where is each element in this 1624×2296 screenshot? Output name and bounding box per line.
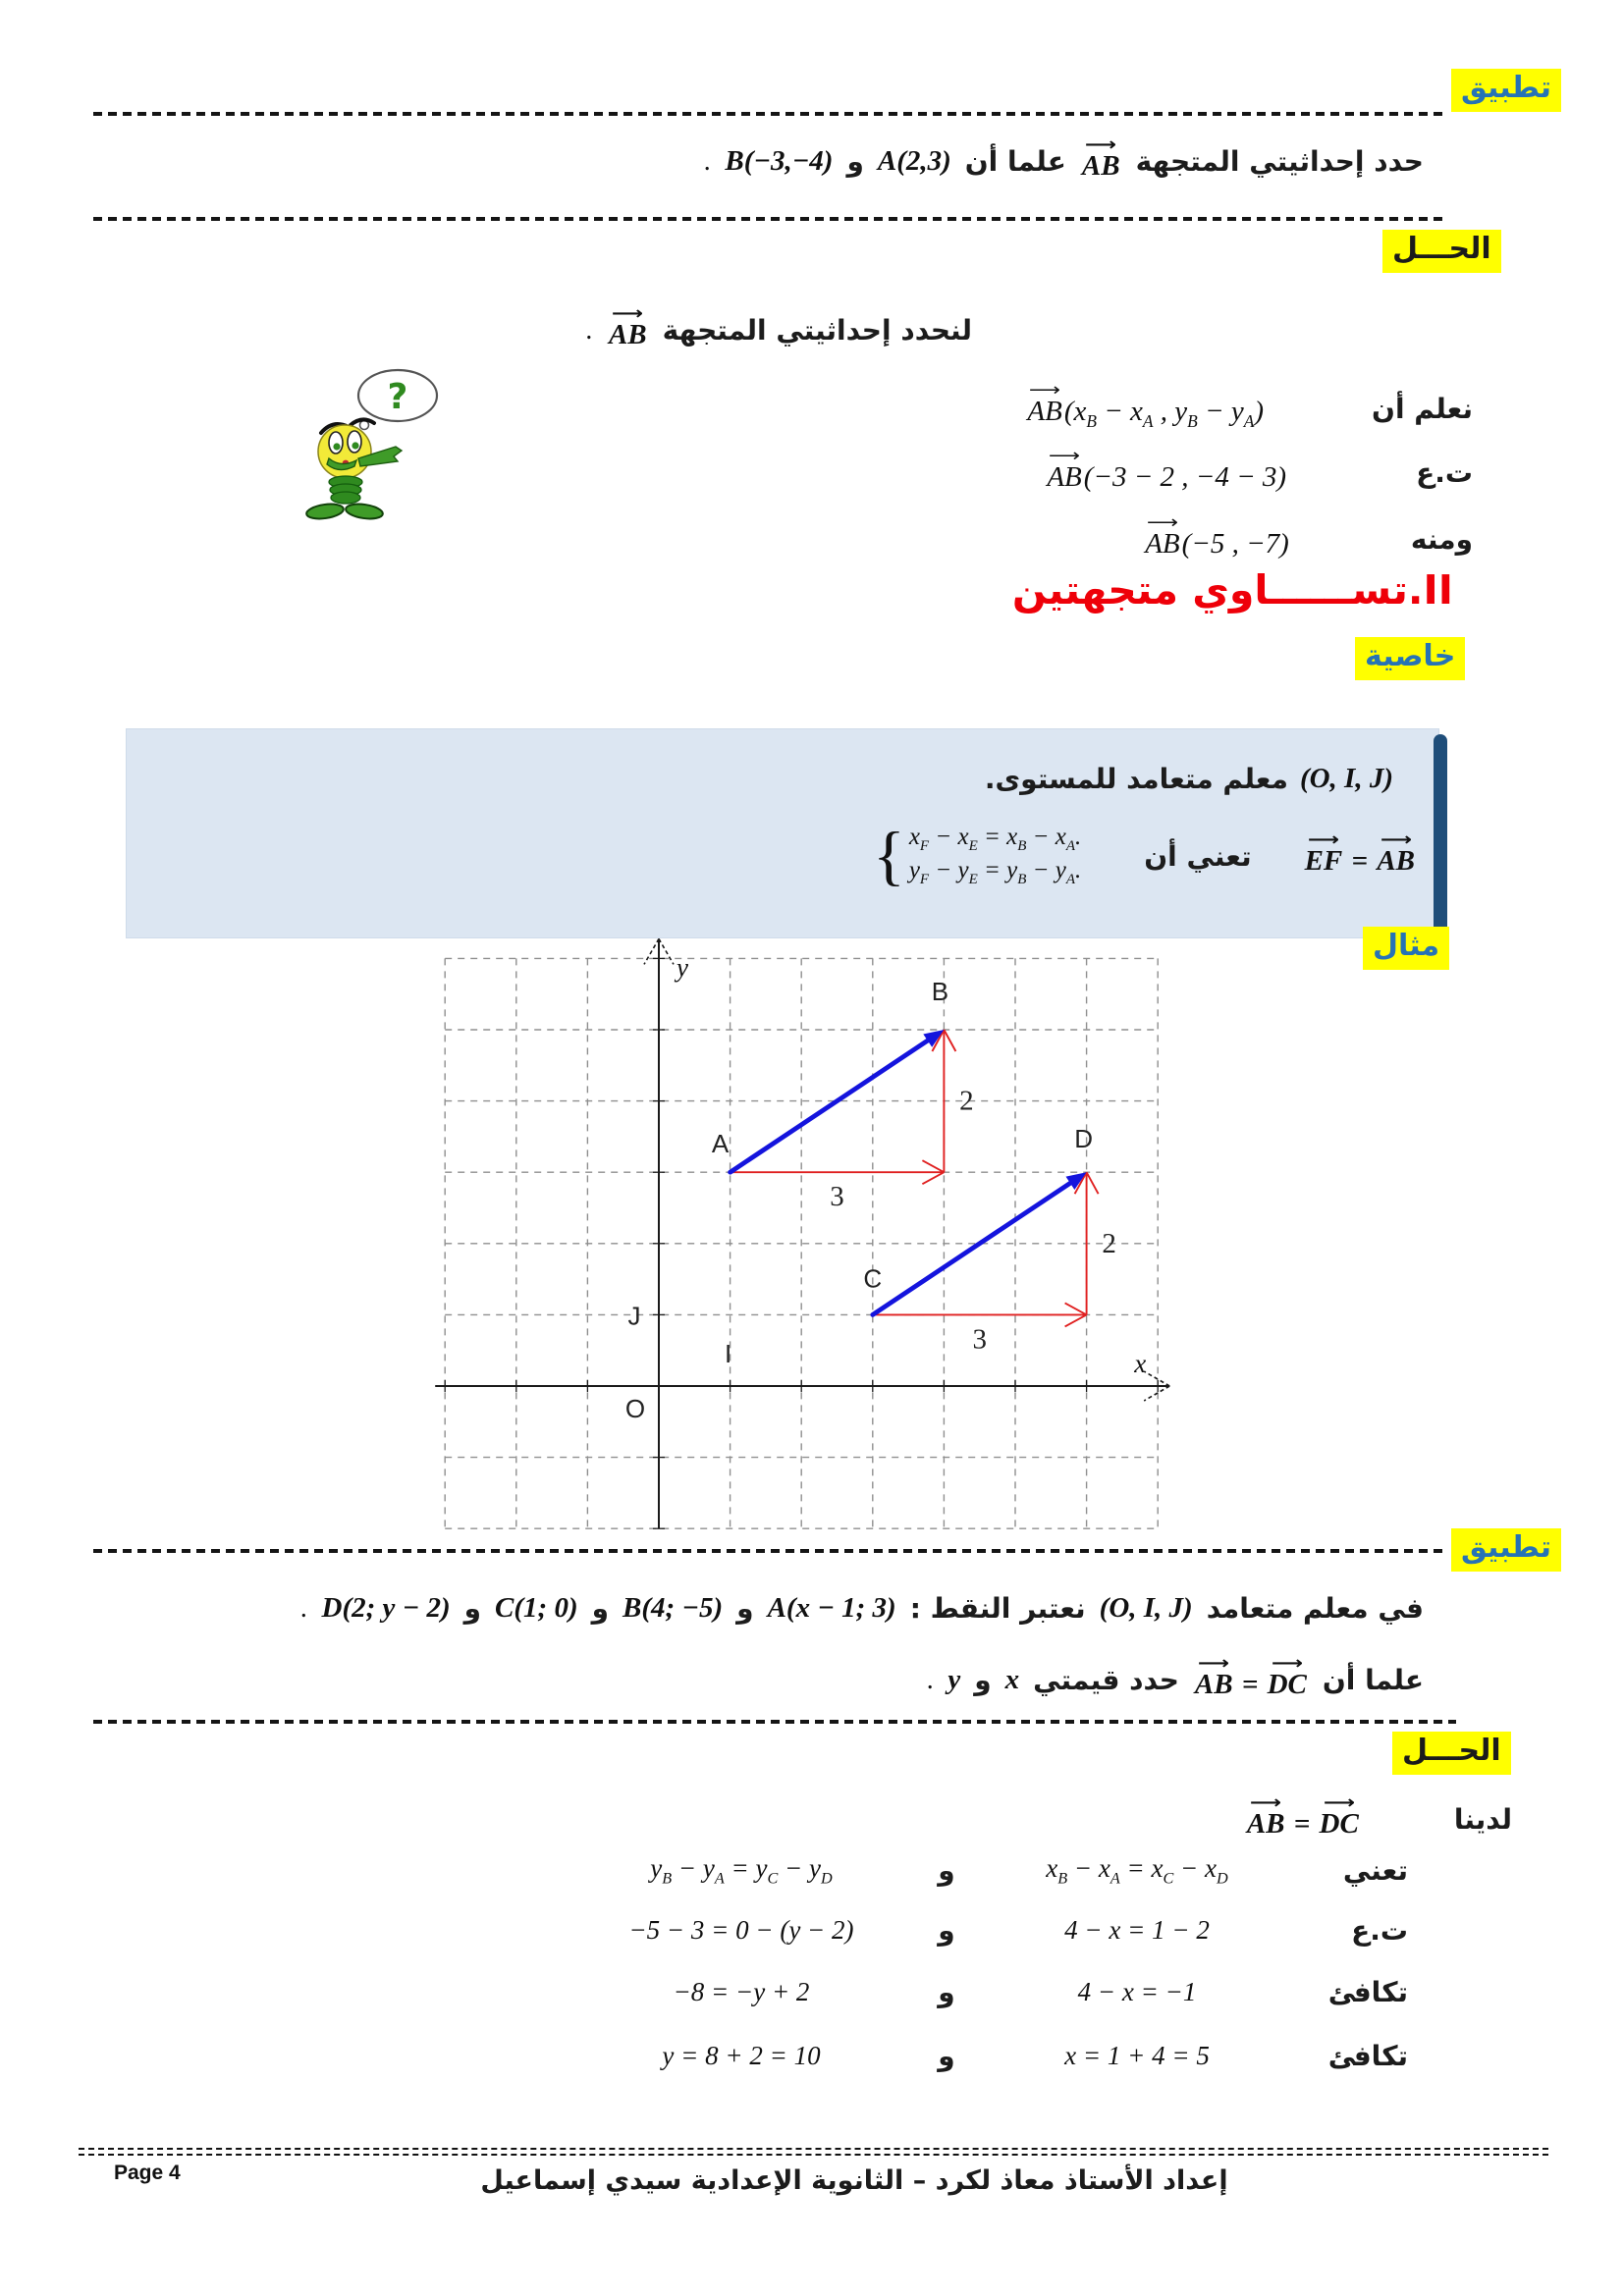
point-b-math: B(4; −5) bbox=[623, 1592, 724, 1624]
coordinate-diagram bbox=[412, 918, 1188, 1546]
problem1-line bbox=[704, 140, 1424, 183]
dashed-separator bbox=[93, 1549, 1448, 1553]
step-row bbox=[1045, 452, 1473, 494]
point-a-math: A(x − 1; 3) bbox=[767, 1592, 896, 1624]
property-equivalence-line bbox=[873, 818, 1417, 893]
point-c-math: C(1; 0) bbox=[495, 1592, 578, 1624]
vector-ef: ⟶ EF bbox=[1303, 835, 1345, 878]
svg-text:J: J bbox=[627, 1301, 641, 1331]
svg-text:3: 3 bbox=[830, 1181, 844, 1213]
mascot-foot bbox=[345, 502, 384, 520]
means-text: تعني أن bbox=[1144, 839, 1252, 873]
solution-row bbox=[583, 1853, 1408, 1888]
frame-oij-math: (O, I, J) bbox=[1099, 1592, 1193, 1624]
x-equation: 4 − x = 1 − 2 bbox=[1064, 1915, 1210, 1945]
vector-ab: ⟶ AB bbox=[1375, 835, 1417, 878]
vector-ab: ⟶ AB bbox=[1193, 1659, 1235, 1701]
waw: و bbox=[938, 2040, 955, 2072]
vector-ab: ⟶ AB bbox=[1143, 518, 1181, 561]
dashed-separator bbox=[93, 217, 1444, 221]
vector-equality bbox=[1245, 1798, 1361, 1841]
system-line1: $x_F - x_E = x_B - x_A$. bbox=[908, 824, 1082, 854]
step-math bbox=[1143, 518, 1289, 561]
mascot-foot bbox=[305, 502, 345, 520]
frame-text: معلم متعامد للمستوى. bbox=[984, 763, 1288, 795]
waw: و bbox=[938, 1976, 955, 2008]
equals-sign: = bbox=[1241, 1669, 1259, 1700]
step-row bbox=[1025, 386, 1473, 432]
step-math bbox=[1045, 452, 1286, 494]
y-equation: −8 = −y + 2 bbox=[673, 1977, 810, 2006]
x-equation: 4 − x = −1 bbox=[1077, 1977, 1197, 2006]
period: . bbox=[927, 1664, 935, 1695]
point-a-math: A(2,3) bbox=[877, 145, 951, 177]
step-math bbox=[1025, 386, 1264, 432]
vector-ab: ⟶ AB bbox=[607, 309, 649, 351]
section2-heading: II.تســــــاوي متجهتين bbox=[1011, 566, 1453, 614]
text: حدد قيمتي bbox=[1033, 1664, 1179, 1696]
step-label: نعلم أن bbox=[1372, 392, 1473, 425]
svg-text:O: O bbox=[624, 1394, 646, 1423]
vector-ab: ⟶ AB bbox=[1080, 140, 1122, 183]
waw: و bbox=[846, 145, 864, 178]
y-variable: y bbox=[947, 1664, 961, 1695]
ladayna-label: لدينا bbox=[1453, 1803, 1512, 1836]
problem1-text1: حدد إحداثيتي المتجهة bbox=[1135, 145, 1424, 178]
svg-text:3: 3 bbox=[972, 1323, 987, 1356]
x-equation: $x_B - x_A = x_C - x_D$ bbox=[1046, 1853, 1228, 1888]
dashed-separator bbox=[93, 1720, 1456, 1724]
solution-row bbox=[583, 1914, 1408, 1947]
row-label: تكافئ bbox=[1327, 2040, 1408, 2072]
frame-oij-math: (O, I, J) bbox=[1299, 763, 1393, 794]
y-equation: −5 − 3 = 0 − (y − 2) bbox=[628, 1915, 854, 1945]
mascot-illustration bbox=[299, 368, 447, 530]
footer-credit: إعداد الأستاذ معاذ لكرد – الثانوية الإعدادية سيدي إسماعيل bbox=[480, 2165, 1228, 2196]
svg-text:2: 2 bbox=[959, 1085, 974, 1117]
step-expr: ($x_B - x_A$ , $y_B - y_A$) bbox=[1063, 396, 1265, 431]
period: . bbox=[300, 1592, 308, 1624]
step-row bbox=[1143, 518, 1473, 561]
khasiya-label: خاصية bbox=[1355, 637, 1465, 680]
equation-system bbox=[873, 818, 1082, 893]
text: علما أن bbox=[1322, 1664, 1424, 1696]
step-expr: (−5 , −7) bbox=[1181, 528, 1289, 560]
dashed-separator bbox=[93, 112, 1448, 116]
page-number: Page 4 bbox=[114, 2162, 181, 2184]
waw: و bbox=[736, 1592, 754, 1625]
text: في معلم متعامد bbox=[1206, 1592, 1424, 1625]
problem1-text2: علما أن bbox=[964, 145, 1066, 178]
point-d-math: D(2; y − 2) bbox=[321, 1592, 451, 1624]
row-label: ت.ع bbox=[1351, 1914, 1408, 1947]
property-box bbox=[126, 728, 1439, 938]
tatbiq2-label: تطبيق bbox=[1451, 1528, 1561, 1572]
svg-text:B: B bbox=[931, 977, 949, 1006]
system-brace: { bbox=[873, 818, 905, 893]
row-label: تعني bbox=[1342, 1854, 1408, 1888]
equals-sign: = bbox=[1293, 1808, 1311, 1840]
vector-ab: ⟶ AB bbox=[1045, 452, 1083, 494]
question-mark: ? bbox=[387, 377, 408, 417]
svg-text:D: D bbox=[1074, 1124, 1093, 1154]
mithal-label: مثال bbox=[1363, 927, 1449, 970]
period: . bbox=[585, 314, 593, 346]
property-box-accent-bar bbox=[1434, 734, 1447, 934]
hal1-label: الحـــل bbox=[1382, 230, 1501, 273]
step-label: ت.ع bbox=[1416, 456, 1473, 489]
waw: و bbox=[463, 1592, 482, 1625]
svg-text:y: y bbox=[677, 952, 688, 983]
svg-text:A: A bbox=[711, 1129, 730, 1159]
footer-separator bbox=[79, 2148, 1548, 2156]
svg-text:2: 2 bbox=[1102, 1227, 1116, 1259]
svg-text:C: C bbox=[863, 1263, 883, 1294]
vector-dc: ⟶ DC bbox=[1266, 1659, 1309, 1701]
waw: و bbox=[591, 1592, 610, 1625]
y-equation: y = 8 + 2 = 10 bbox=[662, 2041, 821, 2070]
equals-sign: = bbox=[1351, 844, 1369, 877]
waw: و bbox=[938, 1854, 955, 1888]
solution1-intro bbox=[586, 309, 972, 351]
question-line bbox=[927, 1659, 1424, 1701]
waw: و bbox=[974, 1664, 992, 1696]
waw: و bbox=[938, 1914, 955, 1947]
row-label: تكافئ bbox=[1327, 1976, 1408, 2008]
step-expr: (−3 − 2 , −4 − 3) bbox=[1083, 461, 1287, 493]
points-line bbox=[301, 1592, 1424, 1625]
solution-row bbox=[583, 2040, 1408, 2072]
vector-dc: ⟶ DC bbox=[1318, 1798, 1361, 1841]
intro-text: لنحدد إحداثيتي المتجهة bbox=[662, 314, 972, 347]
vector-equality bbox=[1303, 835, 1417, 878]
point-b-math: B(−3,−4) bbox=[725, 145, 834, 177]
period: . bbox=[704, 145, 712, 177]
vector-ab: ⟶ AB bbox=[1245, 1798, 1287, 1841]
svg-text:x: x bbox=[1134, 1349, 1147, 1378]
property-frame-line bbox=[985, 763, 1393, 795]
y-equation: $y_B - y_A = y_C - y_D$ bbox=[650, 1853, 833, 1888]
text: نعتبر النقط : bbox=[909, 1592, 1086, 1625]
system-line2: $y_F - y_E = y_B - y_A$. bbox=[908, 857, 1082, 887]
ladayna-row bbox=[1245, 1798, 1512, 1841]
svg-text:I: I bbox=[724, 1339, 732, 1368]
vector-ab: ⟶ AB bbox=[1025, 386, 1063, 428]
x-variable: x bbox=[1004, 1664, 1020, 1695]
vector-equality bbox=[1193, 1659, 1309, 1701]
step-label: ومنه bbox=[1410, 523, 1473, 556]
solution-row bbox=[583, 1976, 1408, 2008]
x-equation: x = 1 + 4 = 5 bbox=[1064, 2041, 1210, 2070]
hal2-label: الحـــل bbox=[1392, 1732, 1511, 1775]
tatbiq1-label: تطبيق bbox=[1451, 69, 1561, 112]
